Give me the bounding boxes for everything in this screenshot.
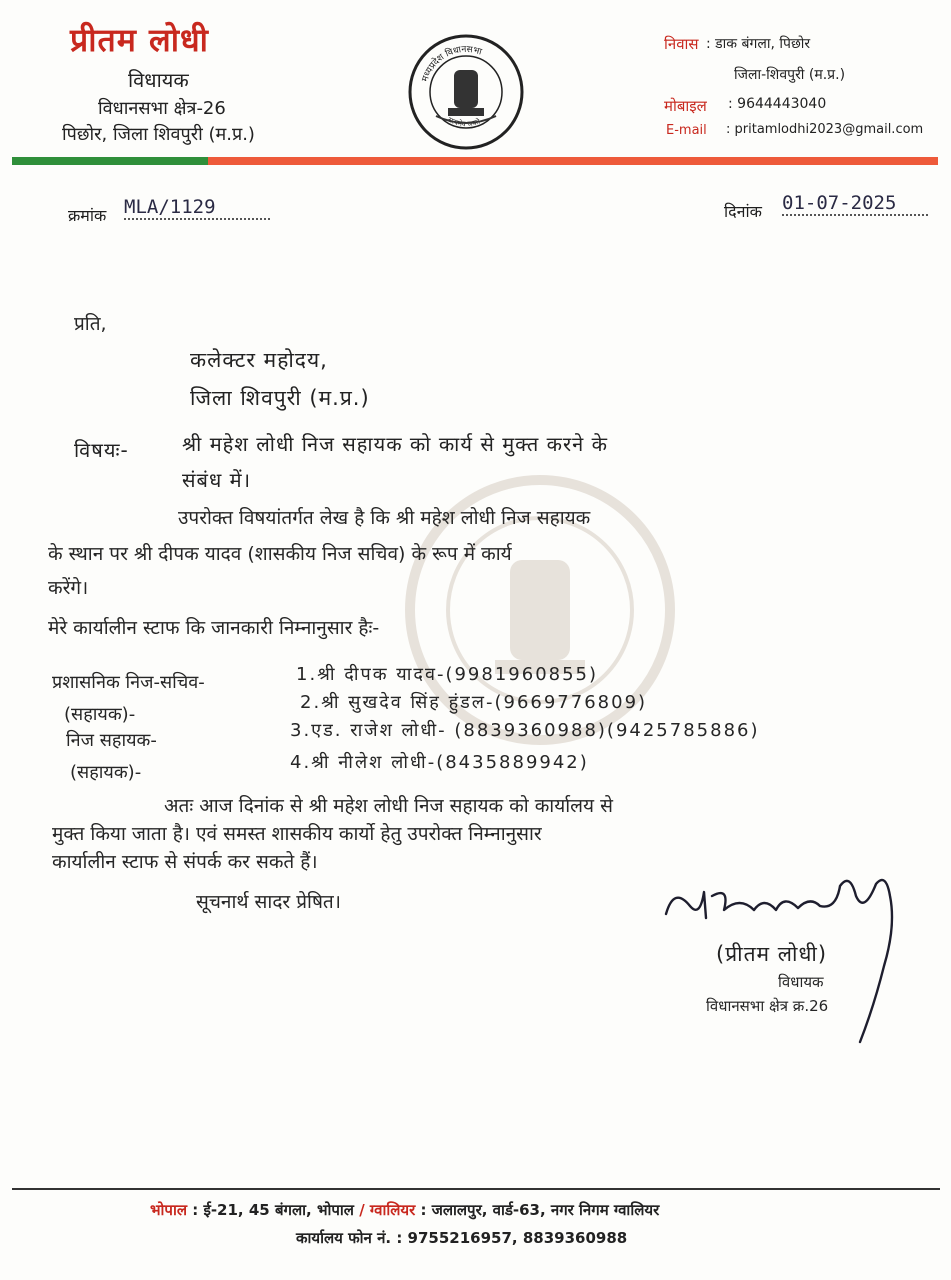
staff-entry: 3.एड. राजेश लोधी- (8839360988)(9425785886) bbox=[290, 720, 760, 741]
subject-line2: संबंध में। bbox=[182, 468, 252, 492]
footer-bhopal-value: : ई-21, 45 बंगला, भोपाल bbox=[192, 1201, 354, 1219]
emblem-text-top: मध्यप्रदेश विधानसभा bbox=[420, 44, 483, 83]
email-value: : pritamlodhi2023@gmail.com bbox=[726, 122, 924, 137]
mobile-label: मोबाइल bbox=[664, 97, 707, 115]
footer-gwalior-value: : जलालपुर, वार्ड-63, नगर निगम ग्वालियर bbox=[420, 1201, 660, 1219]
header-band-green bbox=[12, 157, 208, 165]
para2-line2: मुक्त किया जाता है। एवं समस्त शासकीय कार्यो हेतु उपरोक्त निम्नानुसार bbox=[52, 823, 542, 845]
sender-designation: विधायक bbox=[128, 68, 189, 92]
residence-line2: जिला-शिवपुरी (म.प्र.) bbox=[734, 67, 846, 83]
para2-line1: अतः आज दिनांक से श्री महेश लोधी निज सहायक को कार्यालय से bbox=[164, 795, 613, 817]
signatory-name: (प्रीतम लोधी) bbox=[716, 942, 828, 966]
residence-label: निवास bbox=[664, 35, 699, 53]
signatory-constituency: विधानसभा क्षेत्र क्र.26 bbox=[706, 997, 829, 1015]
emblem-text-bottom: सत्यमेव जयते bbox=[446, 115, 482, 129]
subject-label: विषयः- bbox=[74, 438, 129, 462]
closing-text: सूचनार्थ सादर प्रेषित। bbox=[196, 891, 341, 913]
sender-district: पिछोर, जिला शिवपुरी (म.प्र.) bbox=[62, 124, 255, 145]
mobile-value: : 9644443040 bbox=[728, 96, 827, 112]
assembly-emblem-icon bbox=[406, 32, 526, 152]
footer-separator: / bbox=[359, 1201, 365, 1219]
staff-intro: मेरे कार्यालीन स्टाफ कि जानकारी निम्नानुसार हैः- bbox=[48, 617, 380, 639]
staff-role: निज सहायक- bbox=[66, 730, 157, 751]
footer-divider bbox=[12, 1188, 940, 1190]
reference-label: क्रमांक bbox=[68, 206, 107, 225]
staff-entry: 4.श्री नीलेश लोधी-(8435889942) bbox=[290, 752, 589, 773]
date-label: दिनांक bbox=[724, 202, 762, 221]
date-value: 01-07-2025 bbox=[782, 192, 928, 216]
to-label: प्रति, bbox=[74, 313, 107, 335]
staff-role: (सहायक)- bbox=[70, 762, 142, 783]
staff-entry: 1.श्री दीपक यादव-(9981960855) bbox=[296, 664, 599, 685]
sender-constituency: विधानसभा क्षेत्र-26 bbox=[98, 98, 226, 119]
footer-phone-line: कार्यालय फोन नं. : 9755216957, 8839360988 bbox=[296, 1229, 628, 1247]
reference-number: MLA/1129 bbox=[124, 196, 270, 220]
addressee-line1: कलेक्टर महोदय, bbox=[190, 348, 328, 372]
para1-line1: उपरोक्त विषयांतर्गत लेख है कि श्री महेश लोधी निज सहायक bbox=[178, 507, 591, 529]
footer-bhopal-label: भोपाल bbox=[150, 1201, 188, 1219]
footer-address-line bbox=[150, 1200, 659, 1220]
residence-line1: : डाक बंगला, पिछोर bbox=[706, 36, 811, 52]
sender-name: प्रीतम लोधी bbox=[70, 21, 209, 59]
staff-role: (सहायक)- bbox=[64, 704, 136, 725]
para1-line2: के स्थान पर श्री दीपक यादव (शासकीय निज सचिव) के रूप में कार्य bbox=[48, 543, 512, 565]
staff-role: प्रशासनिक निज-सचिव- bbox=[52, 672, 205, 693]
staff-entry: 2.श्री सुखदेव सिंह हुंडल-(9669776809) bbox=[300, 692, 648, 713]
para2-line3: कार्यालीन स्टाफ से संपर्क कर सकते हैं। bbox=[52, 851, 318, 873]
para1-line3: करेंगे। bbox=[48, 577, 89, 599]
signatory-designation: विधायक bbox=[778, 973, 824, 991]
email-label: E-mail bbox=[666, 123, 707, 138]
addressee-line2: जिला शिवपुरी (म.प्र.) bbox=[190, 386, 370, 410]
header-band-orange bbox=[208, 157, 938, 165]
footer-gwalior-label: ग्वालियर bbox=[369, 1201, 416, 1219]
subject-line1: श्री महेश लोधी निज सहायक को कार्य से मुक्त करने के bbox=[182, 432, 608, 456]
